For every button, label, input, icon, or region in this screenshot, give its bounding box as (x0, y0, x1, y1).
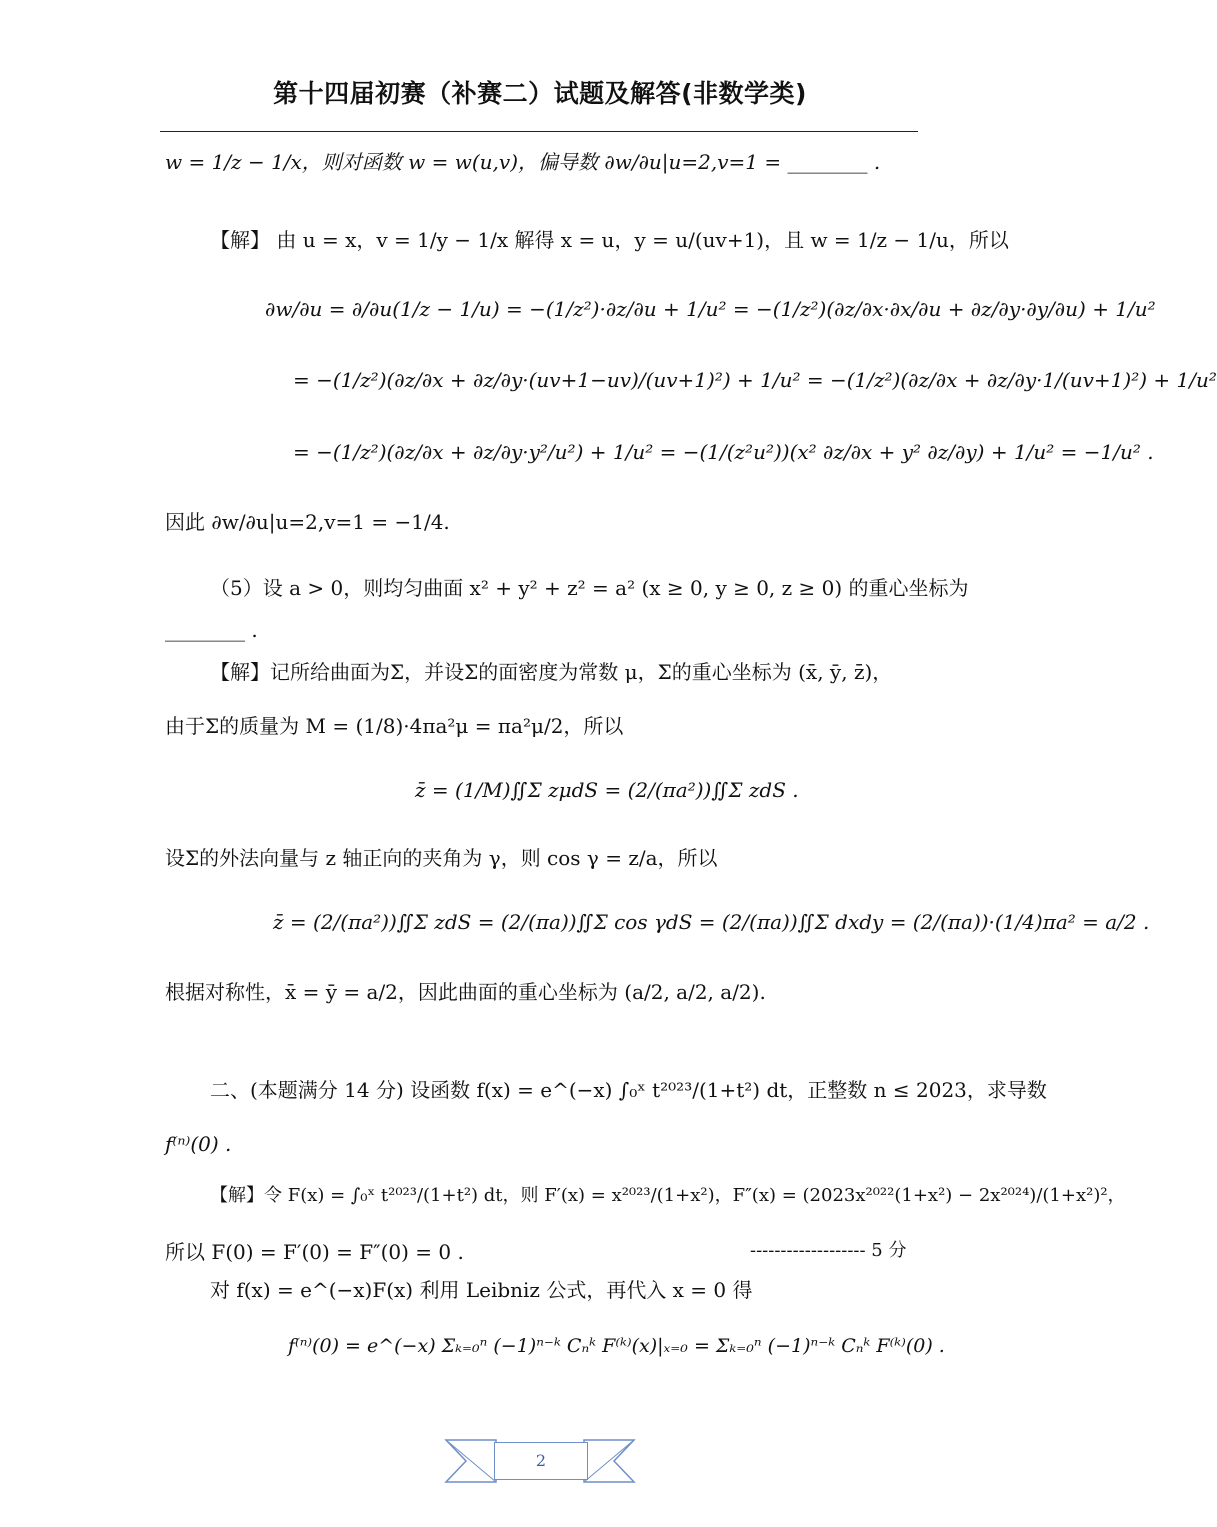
page-title: 第十四届初赛（补赛二）试题及解答(非数学类) (273, 79, 807, 108)
solution-2-eq: f⁽ⁿ⁾(0) = e^(−x) Σₖ₌₀ⁿ (−1)ⁿ⁻ᵏ Cₙᵏ F⁽ᵏ⁾(x)|ₓ₌₀ = Σₖ₌₀ⁿ (−1)ⁿ⁻ᵏ Cₙᵏ F⁽ᵏ⁾(0) . (288, 1335, 945, 1357)
problem-5-blank: ________ . (165, 618, 258, 642)
page-number: 2 (494, 1442, 588, 1480)
solution-4-eq3: = −(1/z²)(∂z/∂x + ∂z/∂y·y²/u²) + 1/u² = −(1/(z²u²))(x² ∂z/∂x + y² ∂z/∂y) + 1/u² = −1/u² . (293, 440, 1154, 464)
solution-4-result: 因此 ∂w/∂u|u=2,v=1 = −1/4. (165, 510, 450, 534)
solution-4-eq1: ∂w/∂u = ∂/∂u(1/z − 1/u) = −(1/z²)·∂z/∂u + 1/u² = −(1/z²)(∂z/∂x·∂x/∂u + ∂z/∂y·∂y/∂u) + 1/u² (265, 297, 1156, 321)
solution-5-mass: 由于Σ的质量为 M = (1/8)·4πa²μ = πa²μ/2，所以 (165, 714, 624, 738)
score-mark: ------------------- 5 分 (750, 1240, 907, 1261)
solution-5-normal: 设Σ的外法向量与 z 轴正向的夹角为 γ，则 cos γ = z/a，所以 (165, 846, 718, 870)
header-rule (160, 131, 918, 132)
solution-4-eq2: = −(1/z²)(∂z/∂x + ∂z/∂y·(uv+1−uv)/(uv+1)²) + 1/u² = −(1/z²)(∂z/∂x + ∂z/∂y·1/(uv+1)²) + 1/u² (293, 368, 1217, 392)
problem-5-statement: （5）设 a > 0，则均匀曲面 x² + y² + z² = a² (x ≥ 0, y ≥ 0, z ≥ 0) 的重心坐标为 (210, 576, 969, 600)
solution-2-intro: 【解】令 F(x) = ∫₀ˣ t²⁰²³/(1+t²) dt，则 F′(x) = x²⁰²³/(1+x²)，F″(x) = (2023x²⁰²²(1+x²) − 2x²⁰²⁴)/(1+x²)²， (210, 1185, 1126, 1206)
solution-4-intro: 【解】 由 u = x，v = 1/y − 1/x 解得 x = u，y = u/(uv+1)，且 w = 1/z − 1/u，所以 (210, 228, 1009, 252)
page-number-badge (446, 1436, 634, 1486)
solution-5-result: 根据对称性，x̄ = ȳ = a/2，因此曲面的重心坐标为 (a/2, a/2, a/2). (165, 980, 766, 1004)
solution-2-leibniz: 对 f(x) = e^(−x)F(x) 利用 Leibniz 公式，再代入 x = 0 得 (210, 1278, 753, 1302)
problem-4-tail: w = 1/z − 1/x，则对函数 w = w(u,v)，偏导数 ∂w/∂u|u=2,v=1 = ________ . (165, 150, 881, 174)
solution-5-eq2: z̄ = (2/(πa²))∬Σ zdS = (2/(πa))∬Σ cos γdS = (2/(πa))∬Σ dxdy = (2/(πa))·(1/4)πa² = a/2 . (273, 910, 1150, 934)
solution-5-intro: 【解】记所给曲面为Σ，并设Σ的面密度为常数 μ，Σ的重心坐标为 (x̄, ȳ, z̄)， (210, 660, 893, 684)
solution-2-zero: 所以 F(0) = F′(0) = F″(0) = 0 . (165, 1240, 464, 1264)
problem-2-target: f⁽ⁿ⁾(0) . (165, 1132, 232, 1156)
solution-5-eq1: z̄ = (1/M)∬Σ zμdS = (2/(πa²))∬Σ zdS . (415, 778, 799, 802)
problem-2-statement: 二、(本题满分 14 分) 设函数 f(x) = e^(−x) ∫₀ˣ t²⁰²³/(1+t²) dt，正整数 n ≤ 2023，求导数 (210, 1078, 1047, 1102)
